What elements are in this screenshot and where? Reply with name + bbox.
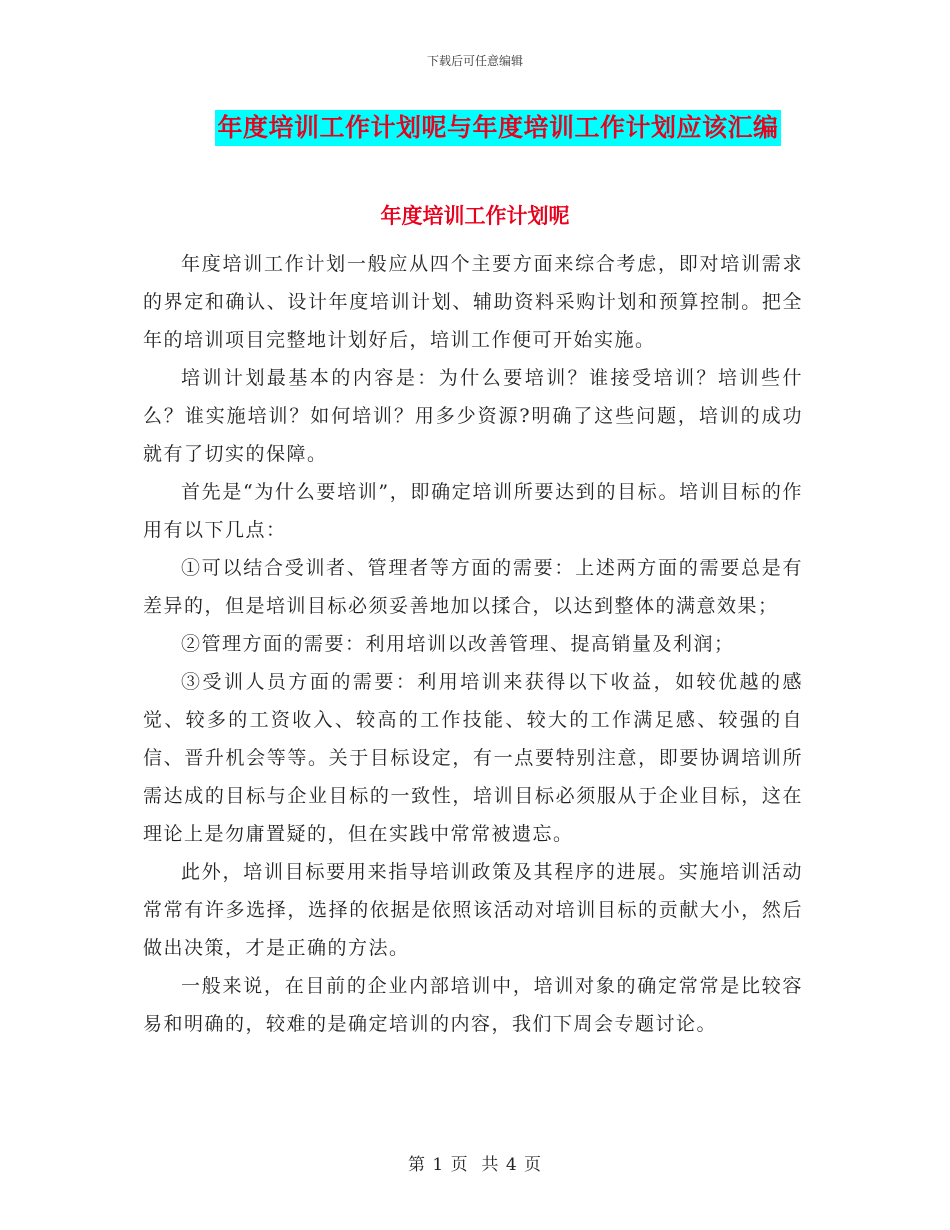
paragraph: 此外，培训目标要用来指导培训政策及其程序的进展。实施培训活动常常有许多选择，选择的依据是依照该活动对培训目标的贡献大小，然后做出决策，才是正确的方法。 bbox=[143, 861, 803, 959]
page-label-mid: 页 共 bbox=[450, 1155, 500, 1175]
document-body bbox=[143, 245, 803, 1043]
document-title-container bbox=[0, 110, 950, 146]
paragraph: 培训计划最基本的内容是：为什么要培训？谁接受培训？培训些什么？谁实施培训？如何培训？用多少资源?明确了这些问题，培训的成功就有了切实的保障。 bbox=[143, 367, 803, 465]
paragraph: 年度培训工作计划一般应从四个主要方面来综合考虑，即对培训需求的界定和确认、设计年度培训计划、辅助资料采购计划和预算控制。把全年的培训项目完整地计划好后，培训工作便可开始实施。 bbox=[143, 253, 803, 351]
paragraph: 一般来说，在目前的企业内部培训中，培训对象的确定常常是比较容易和明确的，较难的是确定培训的内容，我们下周会专题讨论。 bbox=[143, 975, 803, 1035]
current-page-number: 1 bbox=[432, 1155, 445, 1175]
document-title: 年度培训工作计划呢与年度培训工作计划应该汇编 bbox=[215, 110, 780, 146]
page-header-note: 下载后可任意编辑 bbox=[426, 54, 523, 68]
list-item-paragraph: ①可以结合受训者、管理者等方面的需要：上述两方面的需要总是有差异的，但是培训目标必须妥善地加以揉合，以达到整体的满意效果； bbox=[143, 557, 803, 617]
page-label-prefix: 第 bbox=[407, 1155, 426, 1175]
total-pages-number: 4 bbox=[505, 1155, 518, 1175]
page-label-suffix: 页 bbox=[524, 1155, 543, 1175]
paragraph: 首先是“为什么要培训”，即确定培训所要达到的目标。培训目标的作用有以下几点： bbox=[143, 481, 803, 541]
page-footer bbox=[0, 1154, 950, 1176]
section-title: 年度培训工作计划呢 bbox=[380, 203, 570, 228]
list-item-paragraph: ②管理方面的需要：利用培训以改善管理、提高销量及利润； bbox=[181, 633, 735, 655]
list-item-paragraph: ③受训人员方面的需要：利用培训来获得以下收益，如较优越的感觉、较多的工资收入、较高的工作技能、较大的工作满足感、较强的自信、晋升机会等等。关于目标设定，有一点要特别注意，即要协调培训所需达成的目标与企业目标的一致性，培训目标必须服从于企业目标，这在理论上是勿庸置疑的，但在实践中常常被遗忘。 bbox=[143, 671, 803, 845]
